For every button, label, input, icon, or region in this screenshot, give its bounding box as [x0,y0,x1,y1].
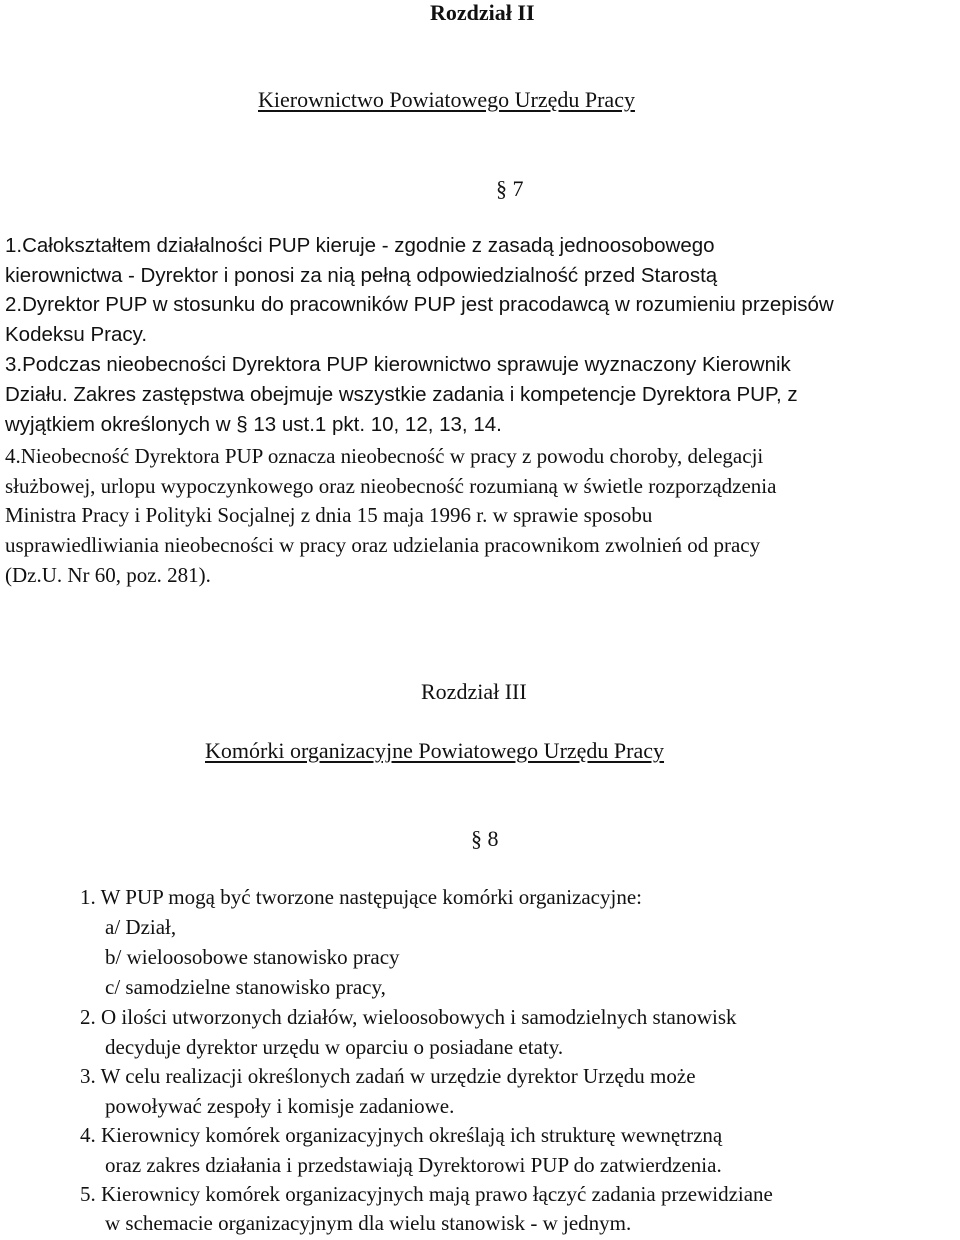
chapter-2-heading: Rozdział II [430,0,535,25]
chapter-3-section-number: § 8 [471,826,499,851]
paragraph-4-line-2: służbowej, urlopu wypoczynkowego oraz nieobecność rozumianą w świetle rozporządzenia [5,474,777,498]
list-item-5-line-1: 5. Kierownicy komórek organizacyjnych mają prawo łączyć zadania przewidziane [80,1182,773,1206]
list-item-2-line-2: decyduje dyrektor urzędu w oparciu o posiadane etaty. [105,1035,564,1059]
paragraph-4-line-4: usprawiedliwiania nieobecności w pracy oraz udzielania pracownikom zwolnień od pracy [5,533,761,557]
chapter-2-section-number: § 7 [496,176,524,201]
list-item-2-line-1: 2. O ilości utworzonych działów, wieloosobowych i samodzielnych stanowisk [80,1005,737,1029]
paragraph-2-line-2: Kodeksu Pracy. [5,323,148,346]
paragraph-2-line-1: 2.Dyrektor PUP w stosunku do pracowników PUP jest pracodawcą w rozumieniu przepisów [5,293,834,316]
paragraph-3-line-3: wyjątkiem określonych w § 13 ust.1 pkt. 10, 12, 13, 14. [5,413,502,436]
list-item-4-line-1: 4. Kierownicy komórek organizacyjnych określają ich strukturę wewnętrzną [80,1123,723,1147]
list-item-1: 1. W PUP mogą być tworzone następujące komórki organizacyjne: [80,885,642,909]
list-item-5-line-2: w schemacie organizacyjnym dla wielu stanowisk - w jednym. [105,1211,632,1235]
list-item-1-a: a/ Dział, [105,915,177,939]
chapter-2-title: Kierownictwo Powiatowego Urzędu Pracy [258,87,635,112]
paragraph-1-line-1: 1.Całokształtem działalności PUP kieruje - zgodnie z zasadą jednoosobowego [5,234,715,257]
list-item-1-b: b/ wieloosobowe stanowisko pracy [105,945,400,969]
paragraph-3-line-1: 3.Podczas nieobecności Dyrektora PUP kierownictwo sprawuje wyznaczony Kierownik [5,353,791,376]
paragraph-1-line-2: kierownictwa - Dyrektor i ponosi za nią pełną odpowiedzialność przed Starostą [5,264,718,287]
list-item-1-c: c/ samodzielne stanowisko pracy, [105,975,386,999]
chapter-3-heading: Rozdział III [421,679,527,704]
list-item-3-line-1: 3. W celu realizacji określonych zadań w urzędzie dyrektor Urzędu może [80,1064,696,1088]
paragraph-4-line-1: 4.Nieobecność Dyrektora PUP oznacza nieobecność w pracy z powodu choroby, delegacji [5,444,764,468]
paragraph-4-line-5: (Dz.U. Nr 60, poz. 281). [5,563,211,587]
paragraph-3-line-2: Działu. Zakres zastępstwa obejmuje wszystkie zadania i kompetencje Dyrektora PUP, z [5,383,798,406]
paragraph-4-line-3: Ministra Pracy i Polityki Socjalnej z dnia 15 maja 1996 r. w sprawie sposobu [5,503,653,527]
list-item-3-line-2: powoływać zespoły i komisje zadaniowe. [105,1094,455,1118]
chapter-3-title: Komórki organizacyjne Powiatowego Urzędu Pracy [205,738,665,763]
list-item-4-line-2: oraz zakres działania i przedstawiają Dyrektorowi PUP do zatwierdzenia. [105,1153,722,1177]
